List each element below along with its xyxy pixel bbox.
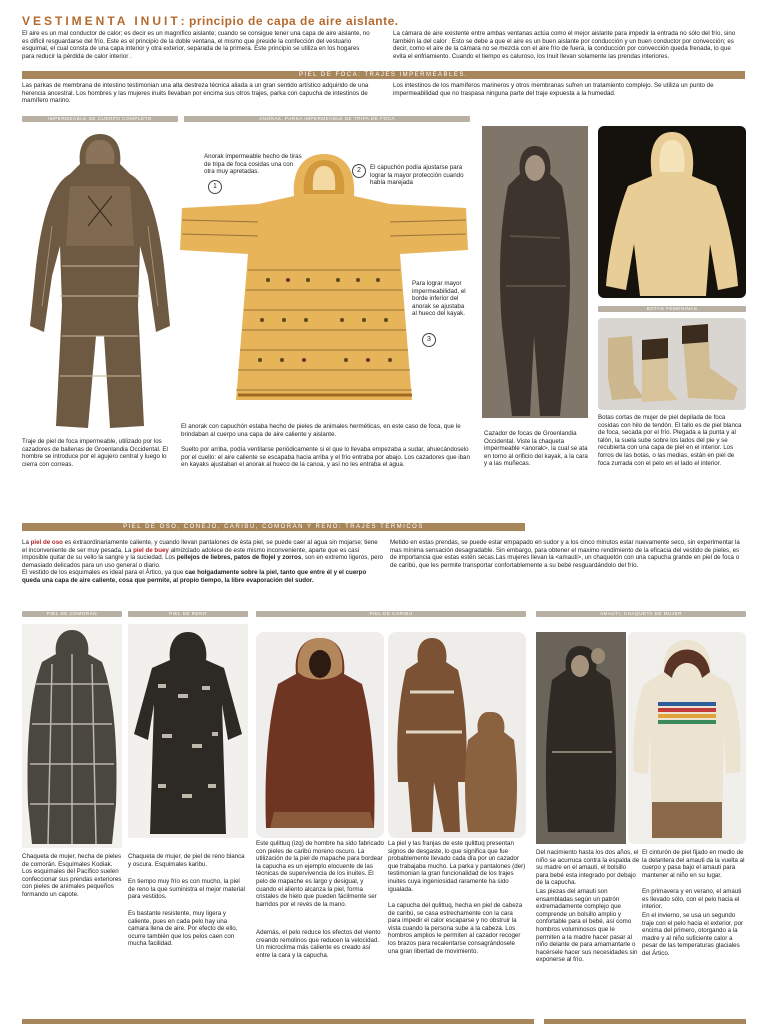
caption-caribu-2: Además, el pelo reduce los efectos del viento creando remolinos que reducen la velocidad. Un microclima más caliente es creado así entre la cara y la capucha. (256, 929, 381, 959)
photo-reno-jacket (128, 624, 248, 838)
section1-text-left: Las parkas de membrana de intestino testimonian una alta destreza técnica aliada a un gran sentido artístico adquirido de una herencia ancestral. Los hombres y las mujeres inuits llevaban por encima sus otros trajes, parka con capucha de intestinos de mamífero marino. (22, 82, 369, 105)
section2-text-right: Metido en estas prendas, se puede estar empapado en sudor y a los cinco minutos estar nuevamente seco, sin experimentar la mas mínima sensación desagradable. Sin embargo, para obtener el maximo rendimiento de la eficacia del vestido de pieles, es de importancia que estas estén secas.Las mujeres llevan la <amauti>, un chaquetón con una capucha grande en piel de foca o de caribú, que les permite transportar confortablemente a su bebé resguardándolo del frío. (390, 539, 740, 569)
caption-amauti-1: Del nacimiento hasta los dos años, el niño se acurruca contra la espalda de su madre en el amauti, el bolsillo para bebé esta integrado por debajo de la capucha. (536, 849, 640, 887)
caption-amauti-3: El cinturón de piel fijado en medio de la delantera del amauti da la vuelta al cuerpo y pasa bajo el amauti para mantener al niño en su lugar. (642, 849, 745, 879)
bottom-rule-left (22, 1019, 534, 1024)
callout-2-text: El capuchón podía ajustarse para lograr la mayor protección cuando había marejada (370, 164, 464, 187)
caption-reno-3: Es bastante resistente, muy ligera y caliente, pues en cada pelo hay una camara llena de aire. Por efecto de ello, ocurre también que los pelos caen con mucha facilidad. (128, 910, 238, 948)
callout-3-number: 3 (422, 333, 436, 347)
caption-caribu-3: La piel y las franjas de este qulittuq presentan signos de desgaste, lo que significa que fue probablemente llevado cada día por un cazador que trabajaba mucho. La parka y pantalones (der) testimonian la gran funcionalidad de los trajes inuites cuya ingeniosidad raramente ha sido igualada. (388, 840, 526, 893)
tag-comoran: PIEL DE COMORÁN (22, 611, 122, 617)
intro-right: La cámara de aire existente entre ambas ventanas actúa como el mejor aislante para impedir la entrada no sólo del frío, sino también la del calor . Esto se debe a que el aire es un buen aislante por conducción y un buen conductor por convección; es decir, como el aire de la cámara no se mezcla con el aire frío de fuera, la conducción por convección queda frenada, lo que evita el enfriamiento. Cuando el tiempo es caluroso, los Inuit llevan solamente las prendas interiores. (393, 30, 736, 60)
bottom-rule-right (544, 1019, 746, 1024)
photo-caribu-parka-pants (388, 632, 526, 838)
section-band-termicos: PIEL DE OSO, CONEJO, CARIBÚ, COMORÁN Y RENO: TRAJES TÉRMICOS (22, 523, 525, 531)
caption-reno-2: En tiempo muy frío es con mucho, la piel de reno la que suministra el mejor material para vestidos. (128, 878, 245, 901)
callout-2-number: 2 (352, 164, 366, 178)
tag-womens-boots: BOTAS FEMENINAS (598, 306, 746, 312)
tag-reno: PIEL DE RENO (128, 611, 248, 617)
photo-caribu-qulittuq (256, 632, 384, 838)
intro-left: El aire es un mal conductor de calor; es decir es un magnífico aislante; cuando se consigue tener una capa de aire aislante, no es difícil resguardarse del frío. Este es el principio de la doble ventana, el mismo que preside la confección del vestuario esquimal, el cual consta de una capa interior y otra exterior, separada de la primera. Este principio se utiliza en los hogares para reducir la pérdida de calor interior . (22, 30, 370, 60)
photo-womens-boots (598, 318, 746, 410)
photo-amauti-woman (536, 632, 626, 844)
tag-anorak: ANORAK, PARKA IMPERMEABLE DE TRIPA DE FOCA (184, 116, 470, 122)
photo-gut-parka (598, 126, 746, 298)
section-band-foca: PIEL DE FOCA: TRAJES IMPERMEABLES. (22, 71, 745, 79)
photo-seal-hunter (482, 126, 588, 418)
photo-amauti-jacket (628, 632, 746, 844)
caption-reno-1: Chaqueta de mujer, de piel de reno blanca y oscura. Esquimales karibu. (128, 853, 245, 868)
section1-text-right: Los intestinos de los mamíferos marineros y otros membranas sufren un tratamiento complejo. Se utiliza un punto de impermeabilidad que no traspasa ninguna parte del traje expuesta a la humedad. (393, 82, 714, 97)
caption-amauti-4: En primavera y en verano, el amauti es llevado sólo, con el pelo hacia el interior. (642, 888, 742, 911)
caption-womens-boots: Botas cortas de mujer de piel depilada de foca cosidas con hilo de tendón. El tallo es de piel blanca de foca, secada por el frío. Plegada a la punta y al talón, la suela sube sobre los lados del pie y se recubierta con una capa de piel en el interior. Los forros de las botas, o las medias, están en piel de foca zurrada con el pelo en el lado el interior. (598, 414, 742, 467)
page-title (22, 14, 399, 28)
callout-1-number: 1 (208, 180, 222, 194)
caption-caribu-4: La capucha del qulittuq, hecha en piel de cabeza de caribú, se casa estrechamente con la cara para impedir el calor escaparse y no obstruir la vista cuando la persona sube a la cabeza. Los hombros amplios le permiten al cazador recoger los brazos para recalentarse consagrándosele una gran libertad de movimiento. (388, 902, 523, 955)
photo-comoran-jacket (22, 624, 122, 848)
caption-amauti-5: En el invierno, se usa un segundo traje con el pelo hacia el exterior, por encima del primero, otorgando a la madre y al niño suficiente calor a pesar de las temperaturas glaciales del Ártico. (642, 912, 744, 957)
caption-anorak-2: Suelto por arriba, podía ventilarse periódicamente si el que lo llevaba empezaba a sudar, ahuecándoselo por el cuello: el aire caliente se escapaba hacia arriba y el frío entraba por abajo. Los cazadores que iban en kayaks ajustaban el anorak al hueco de la canoa, y así no les entraba el agua. (181, 446, 470, 469)
tag-full-suit: IMPERMEABLE DE CUERPO COMPLETO (22, 116, 178, 122)
caption-amauti-2: Las piezas del amauti son ensambladas según un patrón extremadamente complejo que comprende un bolsillo amplio y confortable para el bebé, así como hombros voluminosos que le permiten a la madre hacer pasar al niño delante de para amamantarle o hacérsele hacer sus necesidades sin exponerse al frío. (536, 888, 638, 964)
section2-text-left: La piel de oso es extraordinariamente caliente, y cuando llevan pantalones de ésta piel, se puede caer al agua sin mojarse; tiene el inconveniente de ser muy pesada. La piel de buey almizclado adolece de este mismo inconveniente, aparte que es casi imposible quitar de su vello la sangre y la suciedad. Los pellejos de liebres, patos de flojel y zorros, son en extremo ligeros, pero demasiado delicados para un uso general o diario. El vestido de los esquimales es ideal para el Ártico, ya que cae holgadamente sobre la piel, tanto que entre él y el cuerpo queda una capa de aire caliente, cosa que permite, al propio tiempo, la libre evaporación del sudor. (22, 539, 384, 584)
caption-caribu-1: Este qulittuq (izq) de hombre ha sido fabricado con pieles de caribú moreno oscuro. La utilización de la piel de mapache para bordear la capucha es un ejemplo elocuente de las técnicas de supervivencia de los inuites. El pelo de mapache es largo y desigual, y cuando el aliento alcanza la piel, forma cristales de hielo que pueden fácilmente ser barridos por el revés de la mano. (256, 840, 384, 908)
caption-seal-hunter: Cazador de focas de Groenlandia Occidental. Viste la chaqueta impermeable <anorak>, la cual se ata en torno al orificio del kayak, a la cara y a las muñecas. (484, 430, 588, 468)
tag-caribu: PIEL DE CARIBÚ (256, 611, 526, 617)
title-rest: : principio de capa de aire aislante. (180, 14, 399, 28)
caption-sealskin-suit: Traje de piel de foca impermeable, utilizado por los cazadores de ballenas de Groenlandia Occidental. El hombre se introduce por el agujero central y luego lo cierra con correas. (22, 438, 168, 468)
title-lead: VESTIMENTA INUIT (22, 14, 181, 28)
caption-comoran: Chaqueta de mujer, hecha de pieles de comorán. Esquimales Kodiak. Los esquimales del Pacífico suelen confeccionar sus prendas exteriores con pieles de animales pequeños formando un capote. (22, 853, 122, 898)
callout-1-text: Anorak impermeable hecho de tiras de tripa de foca cosidas una con otra muy apretadas. (204, 153, 302, 176)
tag-amauti: AMAUTI, CHAQUETA DE MUJER (536, 611, 746, 617)
callout-3-text: Para lograr mayor impermeabilidad, el borde inferior del anorak se ajustaba al hueco del kayak. (412, 280, 466, 318)
photo-sealskin-suit (22, 126, 177, 436)
caption-anorak-1: El anorak con capuchón estaba hecho de pieles de animales herméticas, en este caso de foca, que le brindaban al cuerpo una capa de aire caliente y aislante. (181, 423, 461, 438)
